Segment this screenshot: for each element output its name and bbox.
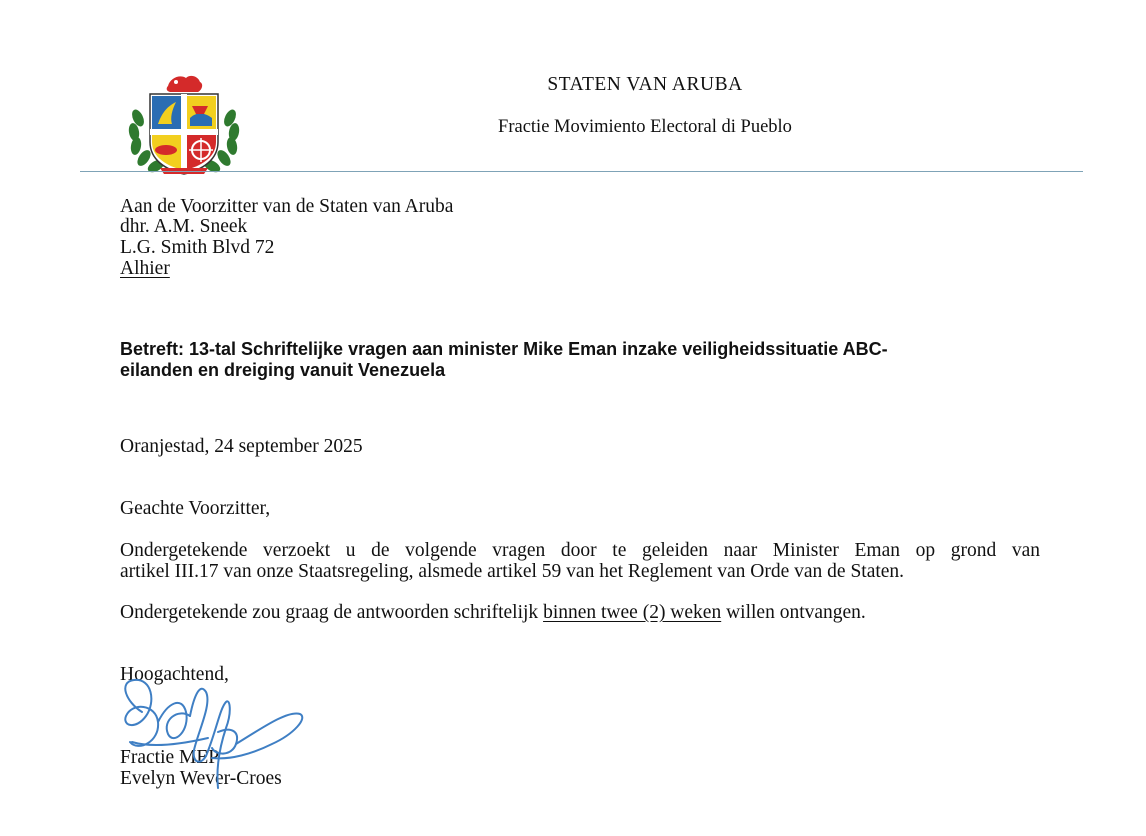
salutation: Geachte Voorzitter, bbox=[120, 498, 271, 519]
subject-line-1: Betreft: 13-tal Schriftelijke vragen aan minister Mike Eman inzake veiligheidssituatie ABC- bbox=[120, 339, 888, 359]
fraction-name: Fractie Movimiento Electoral di Pueblo bbox=[498, 117, 792, 137]
body-paragraph-2-text: Ondergetekende zou graag de antwoorden schriftelijk bbox=[120, 602, 544, 623]
address-street: L.G. Smith Blvd 72 bbox=[120, 237, 275, 258]
place-date: Oranjestad, 24 september 2025 bbox=[120, 436, 363, 457]
address-recipient: Aan de Voorzitter van de Staten van Aruba bbox=[120, 196, 454, 217]
deadline-emphasis: binnen twee (2) weken bbox=[543, 602, 722, 623]
body-paragraph-2 bbox=[120, 602, 866, 624]
signer-fraction: Fractie MEP bbox=[120, 747, 220, 768]
coat-of-arms-logo bbox=[124, 72, 244, 176]
organization-name: STATEN VAN ARUBA bbox=[547, 74, 743, 95]
signer-name: Evelyn Wever-Croes bbox=[120, 768, 282, 789]
subject-heading bbox=[120, 339, 1040, 381]
subject-line-2: eilanden en dreiging vanuit Venezuela bbox=[120, 360, 446, 380]
body-paragraph-1-line-1: Ondergetekende verzoekt u de volgende vragen door te geleiden naar Minister Eman op grond van bbox=[120, 540, 1040, 561]
body-paragraph-1 bbox=[120, 540, 1040, 582]
closing: Hoogachtend, bbox=[120, 664, 229, 685]
header-divider bbox=[80, 171, 1083, 172]
body-paragraph-2-end: willen ontvangen. bbox=[721, 602, 866, 623]
address-locality: Alhier bbox=[120, 258, 170, 279]
body-paragraph-1-line-2: artikel III.17 van onze Staatsregeling, alsmede artikel 59 van het Reglement van Orde van de Staten. bbox=[120, 561, 905, 582]
handwritten-signature bbox=[112, 672, 312, 802]
address-person: dhr. A.M. Sneek bbox=[120, 216, 248, 237]
